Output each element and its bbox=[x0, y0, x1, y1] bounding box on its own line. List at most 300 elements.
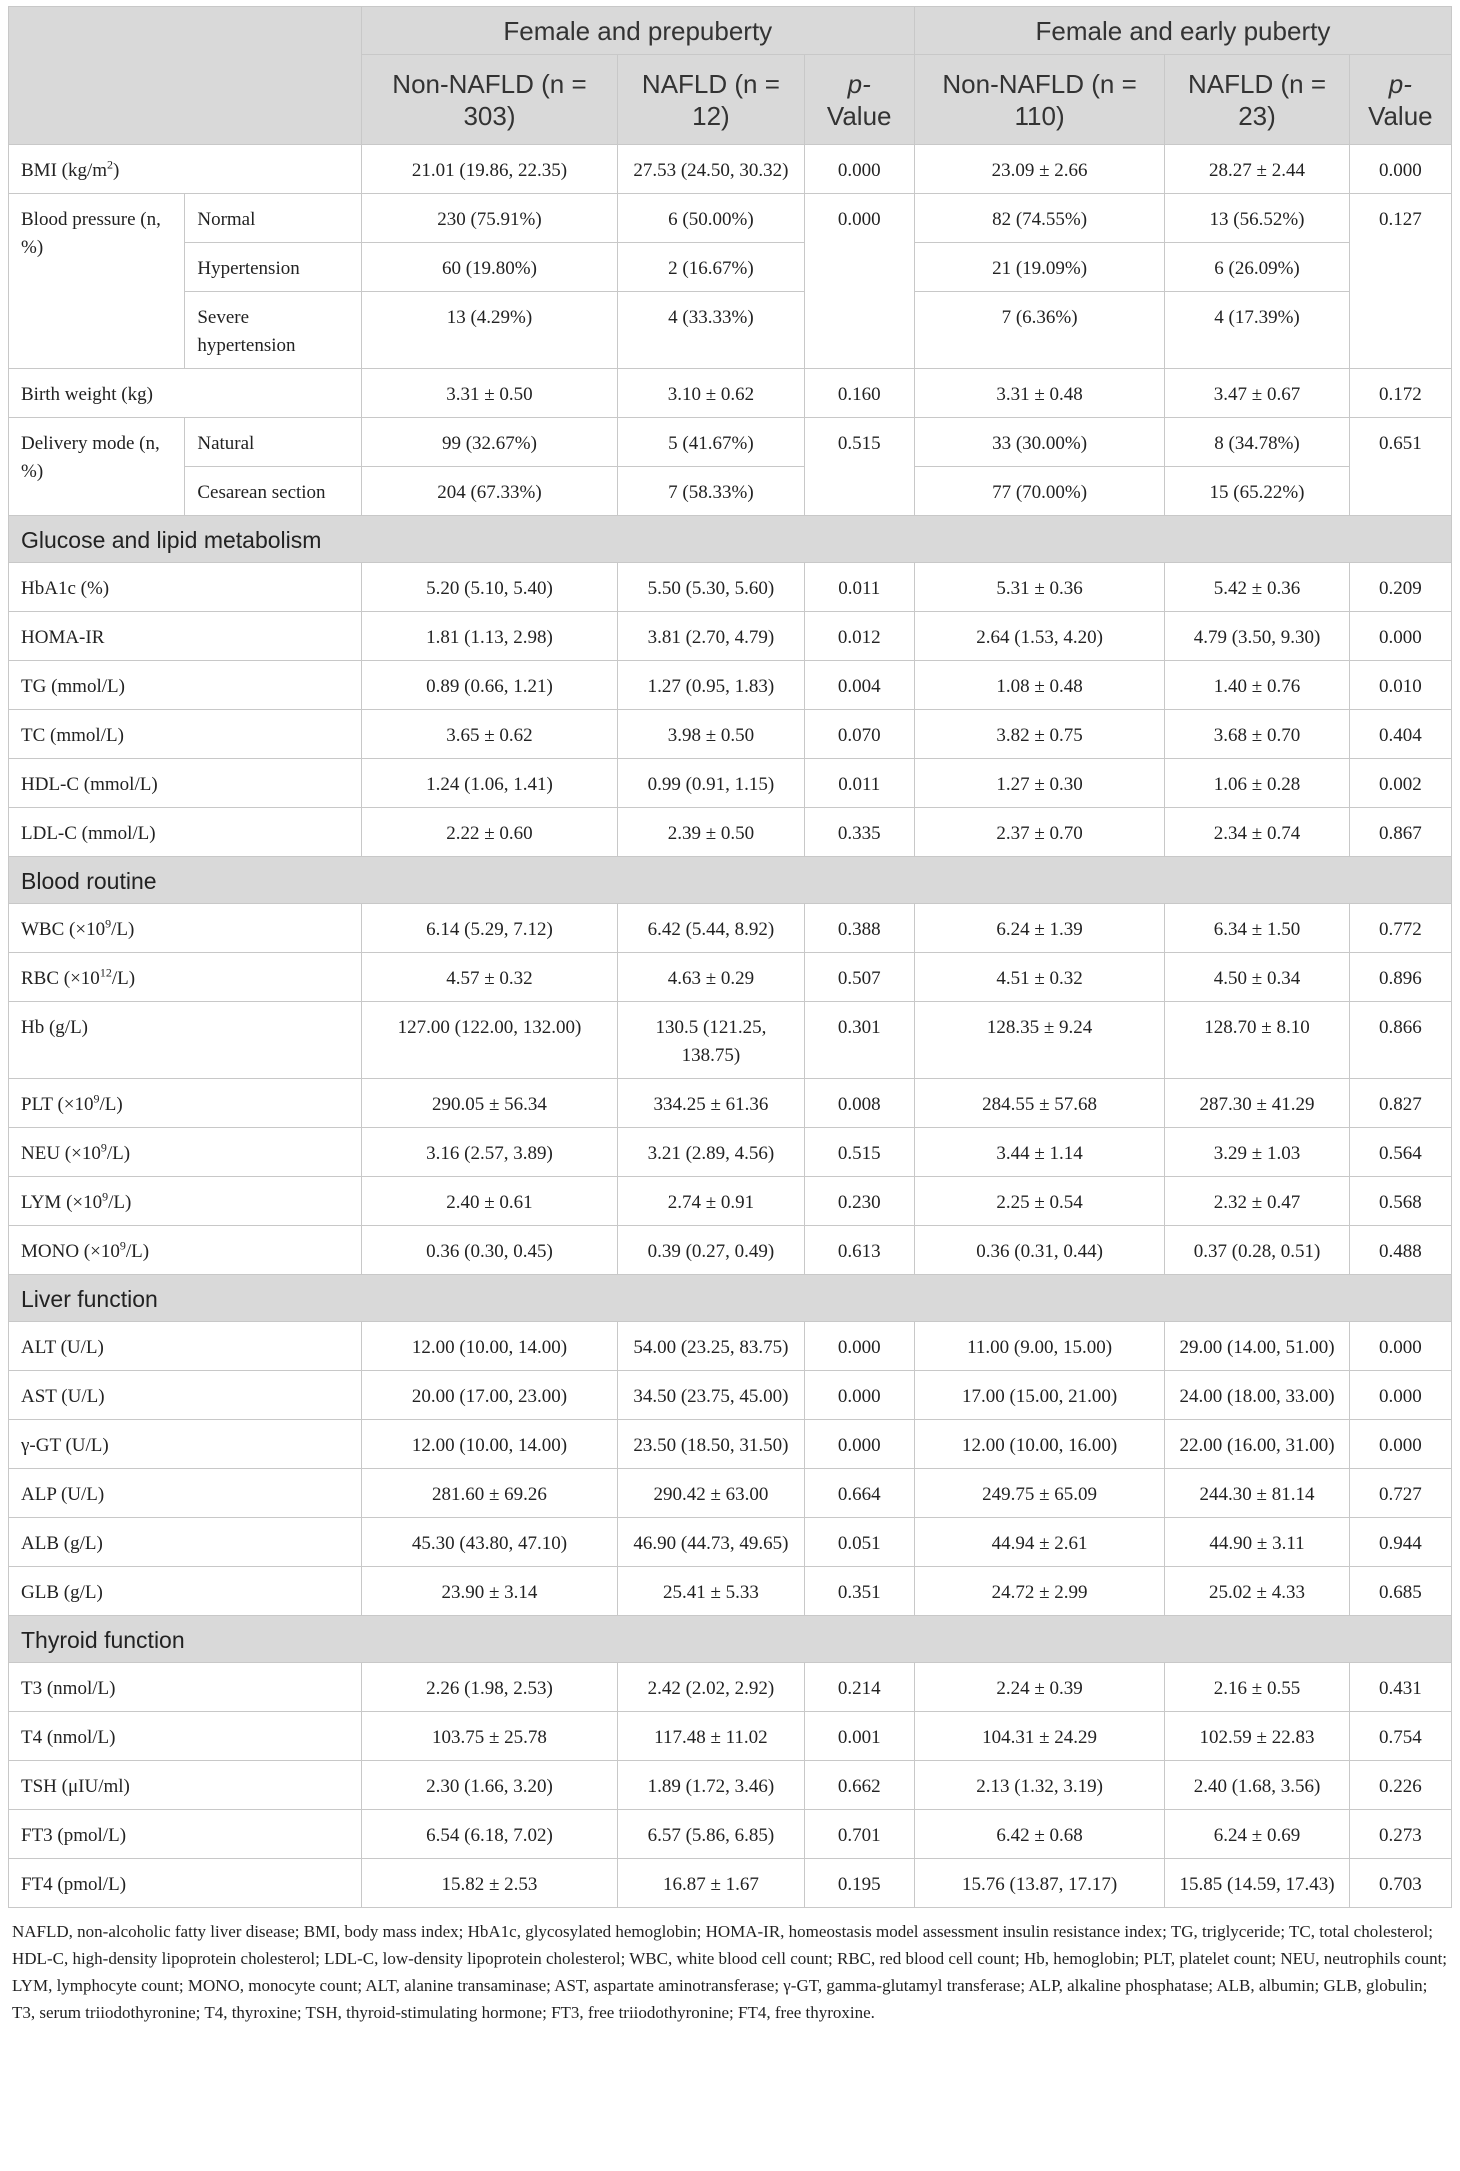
cell: 4.51 ± 0.32 bbox=[914, 953, 1165, 1002]
cell-p-value: 0.827 bbox=[1349, 1079, 1451, 1128]
cell: 3.68 ± 0.70 bbox=[1165, 710, 1349, 759]
cell: 15 (65.22%) bbox=[1165, 467, 1349, 516]
cell: 29.00 (14.00, 51.00) bbox=[1165, 1322, 1349, 1371]
label-text: γ-GT (U/L) bbox=[21, 1435, 109, 1456]
table-row bbox=[9, 292, 1452, 369]
cell: 2 (16.67%) bbox=[618, 243, 804, 292]
label-text: Hb (g/L) bbox=[21, 1017, 89, 1038]
cell: 1.40 ± 0.76 bbox=[1165, 661, 1349, 710]
cell: 6.42 (5.44, 8.92) bbox=[618, 904, 804, 953]
table-row bbox=[9, 759, 1452, 808]
label-sup: 9 bbox=[93, 1091, 100, 1106]
cell-p-value: 0.515 bbox=[804, 1128, 914, 1177]
row-label bbox=[9, 1810, 362, 1859]
table-body bbox=[9, 145, 1452, 516]
label-text: BMI (kg/m bbox=[21, 160, 108, 181]
sub-label: Severe hypertension bbox=[185, 292, 361, 369]
cell-p-value: 0.685 bbox=[1349, 1567, 1451, 1616]
section-title: Blood routine bbox=[9, 857, 1452, 904]
cell: 3.82 ± 0.75 bbox=[914, 710, 1165, 759]
cell: 4 (17.39%) bbox=[1165, 292, 1349, 369]
cell-p-value: 0.431 bbox=[1349, 1663, 1451, 1712]
cell: 21 (19.09%) bbox=[914, 243, 1165, 292]
label-text: ALP (U/L) bbox=[21, 1484, 105, 1505]
cell: 0.37 (0.28, 0.51) bbox=[1165, 1226, 1349, 1275]
table-row bbox=[9, 145, 1452, 194]
cell: 130.5 (121.25, 138.75) bbox=[618, 1002, 804, 1079]
cell-p-value: 0.701 bbox=[804, 1810, 914, 1859]
cell: 5.42 ± 0.36 bbox=[1165, 563, 1349, 612]
cell: 5.20 (5.10, 5.40) bbox=[361, 563, 618, 612]
cell: 5 (41.67%) bbox=[618, 418, 804, 467]
table-header bbox=[9, 7, 1452, 145]
table-row bbox=[9, 612, 1452, 661]
cell: 12.00 (10.00, 14.00) bbox=[361, 1420, 618, 1469]
cell: 2.25 ± 0.54 bbox=[914, 1177, 1165, 1226]
col-header-non-nafld-1: Non-NAFLD (n = 303) bbox=[361, 55, 618, 145]
cell: 2.39 ± 0.50 bbox=[618, 808, 804, 857]
cell: 24.00 (18.00, 33.00) bbox=[1165, 1371, 1349, 1420]
cell-p-value: 0.404 bbox=[1349, 710, 1451, 759]
label-sup: 9 bbox=[119, 1238, 126, 1253]
table-row bbox=[9, 1079, 1452, 1128]
table-row bbox=[9, 1177, 1452, 1226]
cell: 7 (58.33%) bbox=[618, 467, 804, 516]
cell-p-value: 0.070 bbox=[804, 710, 914, 759]
table-row bbox=[9, 904, 1452, 953]
label-sup: 2 bbox=[107, 157, 114, 172]
cell-p-value: 0.515 bbox=[804, 418, 914, 516]
cell-p-value: 0.662 bbox=[804, 1761, 914, 1810]
cell: 244.30 ± 81.14 bbox=[1165, 1469, 1349, 1518]
cell: 1.27 (0.95, 1.83) bbox=[618, 661, 804, 710]
label-text: LDL-C (mmol/L) bbox=[21, 823, 156, 844]
cell: 7 (6.36%) bbox=[914, 292, 1165, 369]
cell-p-value: 0.010 bbox=[1349, 661, 1451, 710]
cell: 1.89 (1.72, 3.46) bbox=[618, 1761, 804, 1810]
cell: 2.37 ± 0.70 bbox=[914, 808, 1165, 857]
cell: 2.34 ± 0.74 bbox=[1165, 808, 1349, 857]
value-label: Value bbox=[826, 100, 892, 131]
cell: 3.47 ± 0.67 bbox=[1165, 369, 1349, 418]
col-header-nafld-2: NAFLD (n = 23) bbox=[1165, 55, 1349, 145]
cell: 128.35 ± 9.24 bbox=[914, 1002, 1165, 1079]
table-row bbox=[9, 1712, 1452, 1761]
cell-p-value: 0.000 bbox=[804, 194, 914, 369]
p-label: p- bbox=[847, 68, 871, 99]
data-table bbox=[8, 6, 1452, 1908]
cell: 127.00 (122.00, 132.00) bbox=[361, 1002, 618, 1079]
cell-p-value: 0.012 bbox=[804, 612, 914, 661]
cell: 3.31 ± 0.48 bbox=[914, 369, 1165, 418]
row-label bbox=[9, 759, 362, 808]
cell: 6.24 ± 0.69 bbox=[1165, 1810, 1349, 1859]
cell: 0.99 (0.91, 1.15) bbox=[618, 759, 804, 808]
cell-p-value: 0.011 bbox=[804, 759, 914, 808]
row-label bbox=[9, 1079, 362, 1128]
cell-p-value: 0.000 bbox=[804, 1420, 914, 1469]
cell: 12.00 (10.00, 14.00) bbox=[361, 1322, 618, 1371]
label-sup: 9 bbox=[105, 916, 112, 931]
table-row bbox=[9, 1761, 1452, 1810]
table-row bbox=[9, 953, 1452, 1002]
cell: 6.42 ± 0.68 bbox=[914, 1810, 1165, 1859]
cell: 8 (34.78%) bbox=[1165, 418, 1349, 467]
cell-p-value: 0.651 bbox=[1349, 418, 1451, 516]
cell: 117.48 ± 11.02 bbox=[618, 1712, 804, 1761]
cell-p-value: 0.000 bbox=[1349, 1420, 1451, 1469]
cell-p-value: 0.214 bbox=[804, 1663, 914, 1712]
cell: 17.00 (15.00, 21.00) bbox=[914, 1371, 1165, 1420]
label-sup: 9 bbox=[100, 1140, 107, 1155]
cell-p-value: 0.301 bbox=[804, 1002, 914, 1079]
cell: 27.53 (24.50, 30.32) bbox=[618, 145, 804, 194]
table-row bbox=[9, 1469, 1452, 1518]
cell: 60 (19.80%) bbox=[361, 243, 618, 292]
table-footnote: NAFLD, non-alcoholic fatty liver disease; BMI, body mass index; HbA1c, glycosylated hemoglobin; HOMA-IR, homeostasis model assessment insulin resistance index; TG, triglyceride; TC, total cholesterol; HDL-C, high-density lipoprotein cholesterol; LDL-C, low-density lipoprotein cholesterol; WBC, white blood cell count; RBC, red blood cell count; Hb, hemoglobin; PLT, platelet count; NEU, neutrophils count; LYM, lymphocyte count; MONO, monocyte count; ALT, alanine transaminase; AST, aspartate aminotransferase; γ-GT, gamma-glutamyl transferase; ALP, alkaline phosphatase; ALB, albumin; GLB, globulin; T3, serum triiodothyronine; T4, thyroxine; TSH, thyroid-stimulating hormone; FT3, free triiodothyronine; FT4, free thyroxine. bbox=[12, 1922, 1448, 2022]
table-row bbox=[9, 1810, 1452, 1859]
label-text: TC (mmol/L) bbox=[21, 725, 124, 746]
cell-p-value: 0.000 bbox=[1349, 1322, 1451, 1371]
cell: 4.79 (3.50, 9.30) bbox=[1165, 612, 1349, 661]
label-text: TG (mmol/L) bbox=[21, 676, 125, 697]
cell: 0.000 bbox=[1349, 145, 1451, 194]
cell-p-value: 0.388 bbox=[804, 904, 914, 953]
cell: 23.09 ± 2.66 bbox=[914, 145, 1165, 194]
cell: 290.05 ± 56.34 bbox=[361, 1079, 618, 1128]
cell: 24.72 ± 2.99 bbox=[914, 1567, 1165, 1616]
row-label bbox=[9, 1420, 362, 1469]
label-sup: 12 bbox=[99, 965, 112, 980]
label-tail: /L) bbox=[125, 1241, 150, 1262]
section-header-row bbox=[9, 1275, 1452, 1322]
table-row bbox=[9, 1420, 1452, 1469]
cell: 4.50 ± 0.34 bbox=[1165, 953, 1349, 1002]
row-label bbox=[9, 1469, 362, 1518]
sub-label: Normal bbox=[185, 194, 361, 243]
cell: 284.55 ± 57.68 bbox=[914, 1079, 1165, 1128]
row-label bbox=[9, 808, 362, 857]
cell: 0.89 (0.66, 1.21) bbox=[361, 661, 618, 710]
table-row bbox=[9, 1226, 1452, 1275]
label-text: ALT (U/L) bbox=[21, 1337, 104, 1358]
table-row bbox=[9, 1128, 1452, 1177]
cell: 6 (50.00%) bbox=[618, 194, 804, 243]
table-row bbox=[9, 808, 1452, 857]
row-label-bmi bbox=[9, 145, 362, 194]
cell: 0.172 bbox=[1349, 369, 1451, 418]
cell: 23.50 (18.50, 31.50) bbox=[618, 1420, 804, 1469]
row-label-birth-weight: Birth weight (kg) bbox=[9, 369, 362, 418]
cell-p-value: 0.127 bbox=[1349, 194, 1451, 369]
cell-p-value: 0.226 bbox=[1349, 1761, 1451, 1810]
cell-p-value: 0.000 bbox=[1349, 612, 1451, 661]
table-row bbox=[9, 1371, 1452, 1420]
label-text: RBC (×10 bbox=[21, 968, 100, 989]
section-title: Glucose and lipid metabolism bbox=[9, 516, 1452, 563]
table-row bbox=[9, 467, 1452, 516]
cell: 20.00 (17.00, 23.00) bbox=[361, 1371, 618, 1420]
cell: 249.75 ± 65.09 bbox=[914, 1469, 1165, 1518]
cell: 13 (56.52%) bbox=[1165, 194, 1349, 243]
label-text: NEU (×10 bbox=[21, 1143, 101, 1164]
cell: 3.44 ± 1.14 bbox=[914, 1128, 1165, 1177]
table-row bbox=[9, 563, 1452, 612]
table-container bbox=[8, 6, 1452, 2026]
cell: 6.34 ± 1.50 bbox=[1165, 904, 1349, 953]
cell: 2.32 ± 0.47 bbox=[1165, 1177, 1349, 1226]
cell: 15.85 (14.59, 17.43) bbox=[1165, 1859, 1349, 1908]
table-row bbox=[9, 243, 1452, 292]
header-blank bbox=[9, 7, 362, 145]
label-tail: /L) bbox=[108, 1192, 132, 1213]
cell: 2.40 (1.68, 3.56) bbox=[1165, 1761, 1349, 1810]
sub-label: Natural bbox=[185, 418, 361, 467]
table-row bbox=[9, 369, 1452, 418]
cell: 0.36 (0.30, 0.45) bbox=[361, 1226, 618, 1275]
cell: 54.00 (23.25, 83.75) bbox=[618, 1322, 804, 1371]
cell: 99 (32.67%) bbox=[361, 418, 618, 467]
cell: 0.000 bbox=[804, 145, 914, 194]
section-title: Liver function bbox=[9, 1275, 1452, 1322]
row-label bbox=[9, 710, 362, 759]
group-header-prepuberty: Female and prepuberty bbox=[361, 7, 914, 55]
cell: 230 (75.91%) bbox=[361, 194, 618, 243]
label-text: TSH (μIU/ml) bbox=[21, 1776, 130, 1797]
cell: 102.59 ± 22.83 bbox=[1165, 1712, 1349, 1761]
section-header-row bbox=[9, 1616, 1452, 1663]
cell: 6.57 (5.86, 6.85) bbox=[618, 1810, 804, 1859]
table-row bbox=[9, 710, 1452, 759]
cell: 0.160 bbox=[804, 369, 914, 418]
cell: 1.81 (1.13, 2.98) bbox=[361, 612, 618, 661]
cell-p-value: 0.703 bbox=[1349, 1859, 1451, 1908]
label-text: LYM (×10 bbox=[21, 1192, 103, 1213]
cell-p-value: 0.507 bbox=[804, 953, 914, 1002]
cell: 22.00 (16.00, 31.00) bbox=[1165, 1420, 1349, 1469]
value-label: Value bbox=[1368, 100, 1433, 131]
label-text: HDL-C (mmol/L) bbox=[21, 774, 158, 795]
cell: 23.90 ± 3.14 bbox=[361, 1567, 618, 1616]
section-header-row bbox=[9, 857, 1452, 904]
cell: 287.30 ± 41.29 bbox=[1165, 1079, 1349, 1128]
cell: 28.27 ± 2.44 bbox=[1165, 145, 1349, 194]
row-label bbox=[9, 612, 362, 661]
cell-p-value: 0.011 bbox=[804, 563, 914, 612]
cell: 103.75 ± 25.78 bbox=[361, 1712, 618, 1761]
cell-p-value: 0.613 bbox=[804, 1226, 914, 1275]
cell: 16.87 ± 1.67 bbox=[618, 1859, 804, 1908]
cell: 128.70 ± 8.10 bbox=[1165, 1002, 1349, 1079]
cell-p-value: 0.000 bbox=[804, 1371, 914, 1420]
cell: 15.76 (13.87, 17.17) bbox=[914, 1859, 1165, 1908]
sections-body bbox=[9, 516, 1452, 1908]
cell: 6 (26.09%) bbox=[1165, 243, 1349, 292]
cell: 3.81 (2.70, 4.79) bbox=[618, 612, 804, 661]
cell: 1.24 (1.06, 1.41) bbox=[361, 759, 618, 808]
cell-p-value: 0.568 bbox=[1349, 1177, 1451, 1226]
cell-p-value: 0.664 bbox=[804, 1469, 914, 1518]
cell: 25.41 ± 5.33 bbox=[618, 1567, 804, 1616]
cell-p-value: 0.002 bbox=[1349, 759, 1451, 808]
group-header-early-puberty: Female and early puberty bbox=[914, 7, 1451, 55]
row-label bbox=[9, 1567, 362, 1616]
cell: 3.16 (2.57, 3.89) bbox=[361, 1128, 618, 1177]
cell: 0.39 (0.27, 0.49) bbox=[618, 1226, 804, 1275]
p-label: p- bbox=[1388, 68, 1412, 99]
label-text: FT3 (pmol/L) bbox=[21, 1825, 127, 1846]
label-tail: /L) bbox=[111, 968, 136, 989]
label-text: AST (U/L) bbox=[21, 1386, 105, 1407]
label-text: WBC (×10 bbox=[21, 919, 106, 940]
cell-p-value: 0.488 bbox=[1349, 1226, 1451, 1275]
cell: 204 (67.33%) bbox=[361, 467, 618, 516]
cell: 2.42 (2.02, 2.92) bbox=[618, 1663, 804, 1712]
cell: 44.90 ± 3.11 bbox=[1165, 1518, 1349, 1567]
cell: 4 (33.33%) bbox=[618, 292, 804, 369]
cell-p-value: 0.772 bbox=[1349, 904, 1451, 953]
cell: 45.30 (43.80, 47.10) bbox=[361, 1518, 618, 1567]
table-row bbox=[9, 418, 1452, 467]
cell: 2.16 ± 0.55 bbox=[1165, 1663, 1349, 1712]
row-label bbox=[9, 1002, 362, 1079]
row-label bbox=[9, 1663, 362, 1712]
cell: 3.21 (2.89, 4.56) bbox=[618, 1128, 804, 1177]
cell: 4.63 ± 0.29 bbox=[618, 953, 804, 1002]
row-label bbox=[9, 1177, 362, 1226]
cell: 0.36 (0.31, 0.44) bbox=[914, 1226, 1165, 1275]
label-text: HbA1c (%) bbox=[21, 578, 110, 599]
cell: 5.31 ± 0.36 bbox=[914, 563, 1165, 612]
cell: 4.57 ± 0.32 bbox=[361, 953, 618, 1002]
row-label bbox=[9, 1518, 362, 1567]
cell: 6.54 (6.18, 7.02) bbox=[361, 1810, 618, 1859]
cell: 2.24 ± 0.39 bbox=[914, 1663, 1165, 1712]
cell: 2.74 ± 0.91 bbox=[618, 1177, 804, 1226]
label-text: ALB (g/L) bbox=[21, 1533, 103, 1554]
cell: 6.24 ± 1.39 bbox=[914, 904, 1165, 953]
cell: 3.29 ± 1.03 bbox=[1165, 1128, 1349, 1177]
cell-p-value: 0.000 bbox=[1349, 1371, 1451, 1420]
section-title: Thyroid function bbox=[9, 1616, 1452, 1663]
cell: 334.25 ± 61.36 bbox=[618, 1079, 804, 1128]
row-label-blood-pressure: Blood pressure (n, %) bbox=[9, 194, 185, 369]
table-row bbox=[9, 1002, 1452, 1079]
sub-label: Hypertension bbox=[185, 243, 361, 292]
row-label bbox=[9, 1322, 362, 1371]
table-row bbox=[9, 194, 1452, 243]
row-label bbox=[9, 1128, 362, 1177]
label-text: FT4 (pmol/L) bbox=[21, 1874, 127, 1895]
table-row bbox=[9, 1567, 1452, 1616]
cell: 2.22 ± 0.60 bbox=[361, 808, 618, 857]
cell-p-value: 0.944 bbox=[1349, 1518, 1451, 1567]
label-sup: 9 bbox=[102, 1189, 109, 1204]
col-header-non-nafld-2: Non-NAFLD (n = 110) bbox=[914, 55, 1165, 145]
cell-p-value: 0.008 bbox=[804, 1079, 914, 1128]
cell: 281.60 ± 69.26 bbox=[361, 1469, 618, 1518]
row-label bbox=[9, 563, 362, 612]
cell: 2.40 ± 0.61 bbox=[361, 1177, 618, 1226]
cell: 6.14 (5.29, 7.12) bbox=[361, 904, 618, 953]
row-label bbox=[9, 904, 362, 953]
cell-p-value: 0.209 bbox=[1349, 563, 1451, 612]
table-row bbox=[9, 661, 1452, 710]
cell-p-value: 0.051 bbox=[804, 1518, 914, 1567]
col-header-nafld-1: NAFLD (n = 12) bbox=[618, 55, 804, 145]
cell: 3.10 ± 0.62 bbox=[618, 369, 804, 418]
cell: 1.27 ± 0.30 bbox=[914, 759, 1165, 808]
cell-p-value: 0.273 bbox=[1349, 1810, 1451, 1859]
section-header-row bbox=[9, 516, 1452, 563]
cell: 77 (70.00%) bbox=[914, 467, 1165, 516]
row-label bbox=[9, 1226, 362, 1275]
cell: 2.64 (1.53, 4.20) bbox=[914, 612, 1165, 661]
cell-p-value: 0.230 bbox=[804, 1177, 914, 1226]
cell: 3.98 ± 0.50 bbox=[618, 710, 804, 759]
cell: 21.01 (19.86, 22.35) bbox=[361, 145, 618, 194]
row-label bbox=[9, 661, 362, 710]
cell: 1.06 ± 0.28 bbox=[1165, 759, 1349, 808]
label-tail: /L) bbox=[99, 1094, 123, 1115]
cell-p-value: 0.001 bbox=[804, 1712, 914, 1761]
row-label-delivery-mode: Delivery mode (n, %) bbox=[9, 418, 185, 516]
row-label bbox=[9, 1712, 362, 1761]
label-text: T3 (nmol/L) bbox=[21, 1678, 116, 1699]
cell: 3.65 ± 0.62 bbox=[361, 710, 618, 759]
cell: 290.42 ± 63.00 bbox=[618, 1469, 804, 1518]
cell-p-value: 0.727 bbox=[1349, 1469, 1451, 1518]
cell: 44.94 ± 2.61 bbox=[914, 1518, 1165, 1567]
cell: 3.31 ± 0.50 bbox=[361, 369, 618, 418]
label-tail: /L) bbox=[106, 1143, 131, 1164]
cell: 33 (30.00%) bbox=[914, 418, 1165, 467]
label-text: T4 (nmol/L) bbox=[21, 1727, 116, 1748]
cell-p-value: 0.004 bbox=[804, 661, 914, 710]
cell: 104.31 ± 24.29 bbox=[914, 1712, 1165, 1761]
cell-p-value: 0.564 bbox=[1349, 1128, 1451, 1177]
cell: 34.50 (23.75, 45.00) bbox=[618, 1371, 804, 1420]
cell: 82 (74.55%) bbox=[914, 194, 1165, 243]
col-header-p-value-2 bbox=[1349, 55, 1451, 145]
table-row bbox=[9, 1322, 1452, 1371]
cell: 2.13 (1.32, 3.19) bbox=[914, 1761, 1165, 1810]
label-text: GLB (g/L) bbox=[21, 1582, 103, 1603]
label-tail: /L) bbox=[111, 919, 135, 940]
label-tail: ) bbox=[113, 160, 120, 181]
col-header-p-value-1 bbox=[804, 55, 914, 145]
label-text: PLT (×10 bbox=[21, 1094, 94, 1115]
cell: 13 (4.29%) bbox=[361, 292, 618, 369]
cell-p-value: 0.896 bbox=[1349, 953, 1451, 1002]
cell-p-value: 0.335 bbox=[804, 808, 914, 857]
cell: 25.02 ± 4.33 bbox=[1165, 1567, 1349, 1616]
cell-p-value: 0.866 bbox=[1349, 1002, 1451, 1079]
row-label bbox=[9, 1761, 362, 1810]
cell-p-value: 0.351 bbox=[804, 1567, 914, 1616]
cell: 12.00 (10.00, 16.00) bbox=[914, 1420, 1165, 1469]
row-label bbox=[9, 1371, 362, 1420]
cell-p-value: 0.754 bbox=[1349, 1712, 1451, 1761]
cell: 5.50 (5.30, 5.60) bbox=[618, 563, 804, 612]
row-label bbox=[9, 1859, 362, 1908]
cell: 2.26 (1.98, 2.53) bbox=[361, 1663, 618, 1712]
cell: 1.08 ± 0.48 bbox=[914, 661, 1165, 710]
cell: 2.30 (1.66, 3.20) bbox=[361, 1761, 618, 1810]
cell-p-value: 0.000 bbox=[804, 1322, 914, 1371]
cell: 15.82 ± 2.53 bbox=[361, 1859, 618, 1908]
label-text: MONO (×10 bbox=[21, 1241, 120, 1262]
